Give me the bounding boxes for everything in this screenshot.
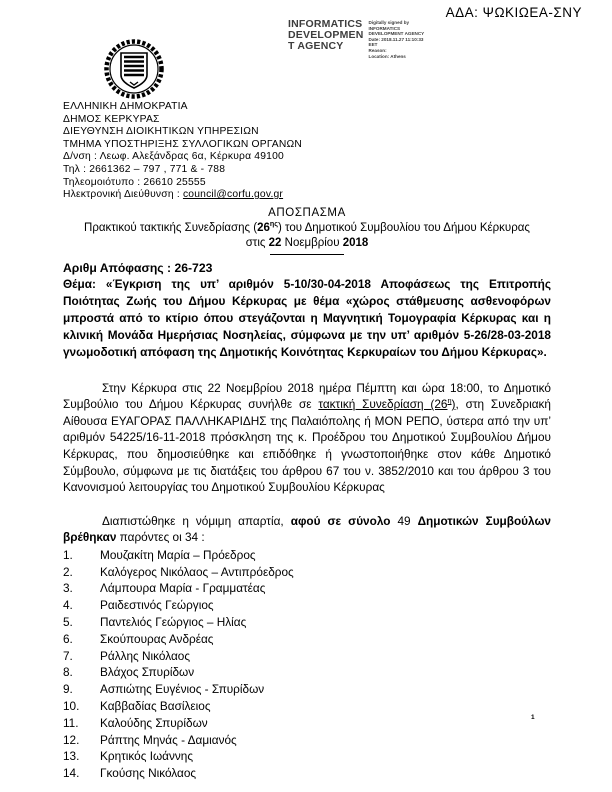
- digital-signature-stamp: [288, 19, 424, 59]
- letterhead-email-line: [63, 189, 302, 202]
- attendee-row: [63, 547, 551, 564]
- attendee-name: Ραιδεστινός Γεώργιος: [100, 598, 214, 613]
- attendee-row: [63, 765, 551, 782]
- attendee-row: [63, 564, 551, 581]
- attendee-number: 3.: [63, 581, 73, 596]
- attendee-row: [63, 648, 551, 665]
- signature-agency-name: INFORMATICS DEVELOPMEN T AGENCY: [288, 18, 364, 52]
- attendee-row: [63, 681, 551, 698]
- attendee-name: Ράλλης Νικόλαος: [100, 648, 191, 663]
- attendee-name: Κρητικός Ιωάννης: [100, 749, 194, 764]
- attendee-number: 8.: [63, 665, 73, 680]
- attendee-row: [63, 597, 551, 614]
- attendee-name: Μουζακίτη Μαρία – Πρόεδρος: [100, 547, 256, 562]
- attendee-number: 2.: [63, 564, 73, 579]
- attendee-name: Γκούσης Νικόλαος: [100, 766, 197, 781]
- letterhead-lines: ΕΛΛΗΝΙΚΗ ΔΗΜΟΚΡΑΤΙΑ ΔΗΜΟΣ ΚΕΡΚΥΡΑΣ ΔΙΕΥΘΥΝΣΗ ΔΙΟΙΚΗΤΙΚΩΝ ΥΠΗΡΕΣΙΩΝ ΤΜΗΜΑ ΥΠΟΣΤΗΡΙΞΗΣ ΣΥΛΛΟΓΙΚΩΝ ΟΡΓΑΝΩΝ Δ/νση : Λεωφ. Αλεξάνδρας 6α, Κέρκυρα 49100 Τηλ : 2661362 – 797 , 771 & - 788 Τηλεομοιότυπο : 26610 25555: [63, 101, 302, 188]
- attendee-name: Καββαδίας Βασίλειος: [100, 699, 211, 714]
- decision-number: Αριθμ Απόφασης : 26-723: [63, 261, 213, 275]
- page-number: 1: [531, 714, 535, 721]
- attendee-row: [63, 698, 551, 715]
- attendee-name: Λάμπουρα Μαρία - Γραμματέας: [100, 581, 266, 596]
- attendee-number: 14.: [63, 766, 80, 781]
- attendee-row: [63, 748, 551, 765]
- decision-subject: Θέμα: «Έγκριση της υπ’ αριθμόν 5-10/30-04-2018 Αποφάσεως της Επιτροπής Ποιότητας Ζωής του Δήμου Κέρκυρας με θέμα «χώρος στάθμευσης ασθενοφόρων μπροστά από το κτίριο όπου στεγάζονται η Μαγνητική Τομογραφία Κέρκυρας και η κλινική Μονάδα Ημερήσιας Νοσηλείας, σύμφωνα με την υπ’ αριθμόν 5-26/28-03-2018 γνωμοδοτική απόφαση της Δημοτικής Κοινότητας Κερκυραίων του Δήμου Κέρκυρας».: [63, 277, 551, 359]
- attendee-row: [63, 614, 551, 631]
- attendee-name: Ράπτης Μηνάς - Δαμιανός: [100, 732, 237, 747]
- attendee-name: Καλόγερος Νικόλαος – Αντιπρόεδρος: [100, 564, 294, 579]
- attendee-number: 6.: [63, 631, 73, 646]
- attendee-number: 10.: [63, 699, 80, 714]
- letterhead-block: [63, 101, 302, 202]
- body-paragraph-session: Στην Κέρκυρα στις 22 Νοεμβρίου 2018 ημέρα Πέμπτη και ώρα 18:00, το Δημοτικό Συμβούλιο του Δήμου Κέρκυρας συνήλθε σε τακτική Συνεδρίαση $(26^\eta)$, στη Συνεδριακή Αίθουσα ΕΥΑΓΟΡΑΣ ΠΑΛΛΗΚΑΡΙΔΗΣ της Παλαιόπολης ή ΜΟΝ ΡΕΠΟ, ύστερα από την υπ’ αριθμόν 54225/16-11-2018 πρόσκληση της κ. Προέδρου του Δημοτικού Συμβουλίου Δήμου Κέρκυρας, που δημοσιεύθηκε και επιδόθηκε ή γνωστοποιήθηκε στον κάθε Δημοτικό Σύμβουλο, σύμφωνα με τις διατάξεις του άρθρου 67 του ν. 3852/2010 και του άρθρου 3 του Κανονισμού λειτουργίας του Δημοτικού Συμβουλίου Κέρκυρας: [63, 380, 551, 495]
- attendee-number: 4.: [63, 598, 73, 613]
- attendee-name: Σκούπουρας Ανδρέας: [100, 631, 214, 646]
- session-date: στις 22 Νοεμβρίου 2018: [245, 236, 369, 249]
- attendee-row: [63, 631, 551, 648]
- attendee-number: 9.: [63, 682, 73, 697]
- attendee-number: 11.: [63, 715, 79, 730]
- attendee-row: [63, 715, 551, 732]
- attendee-row: [63, 664, 551, 681]
- attendee-list: [63, 547, 551, 782]
- attendee-name: Καλούδης Σπυρίδων: [100, 715, 208, 730]
- municipality-emblem-icon: [103, 38, 165, 105]
- document-subtitle: Πρακτικού τακτικής Συνεδρίασης $(26^{\eta\varsigma})$ του Δημοτικού Συμβουλίου του Δήμου Κέρκυρας: [84, 220, 530, 234]
- ada-code: ΑΔΑ: ΨΩΚΙΩΕΑ-ΣΝΥ: [445, 5, 582, 20]
- attendee-number: 5.: [63, 615, 73, 630]
- attendee-name: Παντελιός Γεώργιος – Ηλίας: [100, 615, 247, 630]
- attendee-number: 13.: [63, 749, 80, 764]
- attendee-name: Βλάχος Σπυρίδων: [100, 665, 195, 680]
- divider-line: [270, 254, 344, 255]
- body-paragraph-quorum: Διαπιστώθηκε η νόμιμη απαρτία, αφού σε σύνολο 49 Δημοτικών Συμβούλων βρέθηκαν παρόντες οι 34 :: [63, 513, 551, 545]
- email-link[interactable]: council@corfu.gov.gr: [182, 189, 284, 201]
- attendee-row: [63, 732, 551, 749]
- attendee-number: 1.: [63, 547, 73, 562]
- attendee-name: Ασπιώτης Ευγένιος - Σπυρίδων: [100, 682, 265, 697]
- email-label: Ηλεκτρονική Διεύθυνση :: [63, 189, 180, 201]
- attendee-number: 7.: [63, 648, 73, 663]
- document-body: [63, 206, 551, 782]
- document-title: ΑΠΟΣΠΑΣΜΑ: [268, 207, 346, 219]
- attendee-number: 12.: [63, 732, 80, 747]
- attendee-row: [63, 580, 551, 597]
- signature-details: Digitally signed by INFORMATICS DEVELOPMENT AGENCY Date: 2018.11.27 11:10:33 EET Reason: Location: Athens: [368, 20, 425, 59]
